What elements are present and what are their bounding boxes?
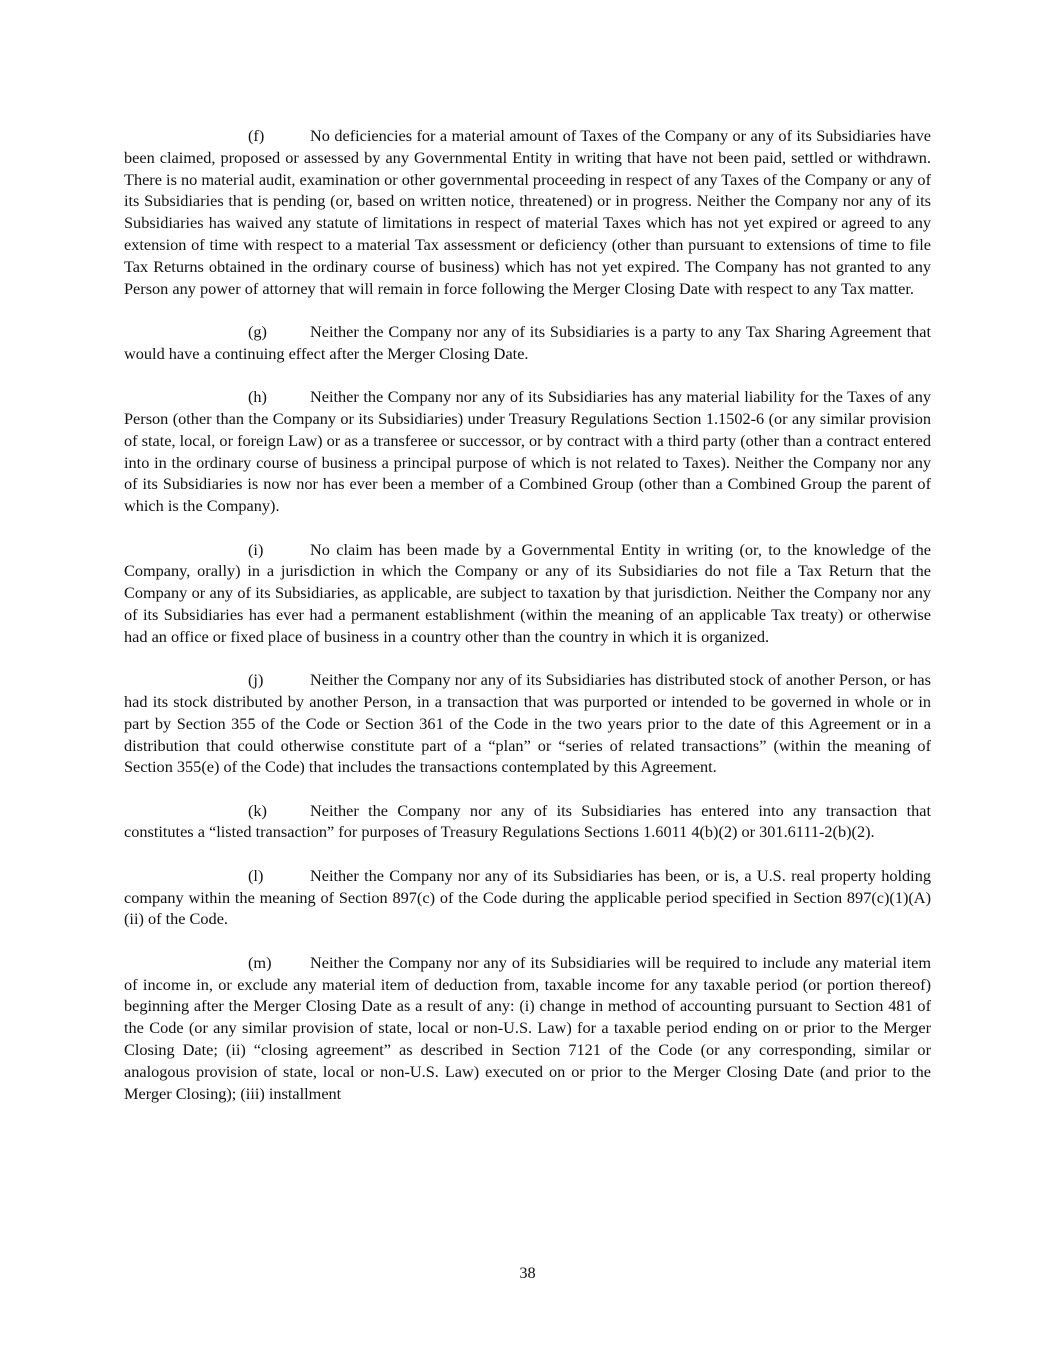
paragraph-text: No deficiencies for a material amount of Taxes of the Company or any of its Subsidiaries have been claimed, proposed or assessed by any Governmental Entity in writing that have not been paid, settled or withdrawn. There is no material audit, examination or other governmental proceeding in respect of any Taxes of the Company or any of its Subsidiaries that is pending (or, based on written notice, threatened) or in progress. Neither the Company nor any of its Subsidiaries has waived any statute of limitations in respect of material Taxes which has not yet expired or agreed to any extension of time with respect to a material Tax assessment or deficiency (other than pursuant to extensions of time to file Tax Returns obtained in the ordinary course of business) which has not yet expired. The Company has not granted to any Person any power of attorney that will remain in force following the Merger Closing Date with respect to any Tax matter. [124,126,931,298]
paragraph-label: (k) [248,800,267,820]
paragraph-label: (h) [248,387,267,407]
paragraph-text: Neither the Company nor any of its Subsidiaries is a party to any Tax Sharing Agreement that would have a continuing effect after the Merger Closing Date. [124,321,931,363]
paragraph-label: (f) [248,126,265,145]
paragraph-i [124,539,931,648]
paragraph-text: Neither the Company nor any of its Subsidiaries has entered into any transaction that constitutes a “listed transaction” for purposes of Treasury Regulations Sections 1.6011 4(b)(2) or 301.6111-2(b)(2). [124,800,931,842]
paragraph-text: No claim has been made by a Governmental Entity in writing (or, to the knowledge of the Company, orally) in a jurisdiction in which the Company or any of its Subsidiaries do not file a Tax Return that the Company or any of its Subsidiaries, as applicable, are subject to taxation by that jurisdiction. Neither the Company nor any of its Subsidiaries has ever had a permanent establishment (within the meaning of an applicable Tax treaty) or otherwise had an office or fixed place of business in a country other than the country in which it is organized. [124,539,931,646]
paragraph-text: Neither the Company nor any of its Subsidiaries has been, or is, a U.S. real property holding company within the meaning of Section 897(c) of the Code during the applicable period specified in Section 897(c)(1)(A)(ii) of the Code. [124,865,931,929]
paragraph-label: (l) [248,865,264,885]
paragraph-label: (j) [248,670,264,690]
paragraph-m [124,952,931,1105]
paragraph-text: Neither the Company nor any of its Subsidiaries has any material liability for the Taxes of any Person (other than the Company or its Subsidiaries) under Treasury Regulations Section 1.1502-6 (or any similar provision of state, local, or foreign Law) or as a transferee or successor, or by contract with a third party (other than a contract entered into in the ordinary course of business a principal purpose of which is not related to Taxes). Neither the Company nor any of its Subsidiaries is now nor has ever been a member of a Combined Group (other than a Combined Group the parent of which is the Company). [124,387,931,516]
page-number: 38 [519,1263,536,1282]
document-body [124,125,931,1126]
paragraph-text: Neither the Company nor any of its Subsidiaries will be required to include any material item of income in, or exclude any material item of deduction from, taxable income for any taxable period (or portion thereof) beginning after the Merger Closing Date as a result of any: (i) change in method of accounting pursuant to Section 481 of the Code (or any similar provision of state, local or non-U.S. Law) for a taxable period ending on or prior to the Merger Closing Date; (ii) “closing agreement” as described in Section 7121 of the Code (or any corresponding, similar or analogous provision of state, local or non-U.S. Law) executed on or prior to the Merger Closing Date (and prior to the Merger Closing); (iii) installment [124,952,931,1103]
paragraph-h [124,386,931,517]
paragraph-label: (i) [248,539,264,559]
paragraph-j [124,669,931,778]
paragraph-text: Neither the Company nor any of its Subsidiaries has distributed stock of another Person, or has had its stock distributed by another Person, in a transaction that was purported or intended to be governed in whole or in part by Section 355 of the Code or Section 361 of the Code in the two years prior to the date of this Agreement or in a distribution that could otherwise constitute part of a “plan” or “series of related transactions” (within the meaning of Section 355(e) of the Code) that includes the transactions contemplated by this Agreement. [124,670,931,777]
paragraph-l [124,865,931,930]
paragraph-k [124,800,931,844]
paragraph-g [124,321,931,365]
paragraph-label: (m) [248,952,272,972]
paragraph-label: (g) [248,321,267,341]
paragraph-f [124,125,931,299]
